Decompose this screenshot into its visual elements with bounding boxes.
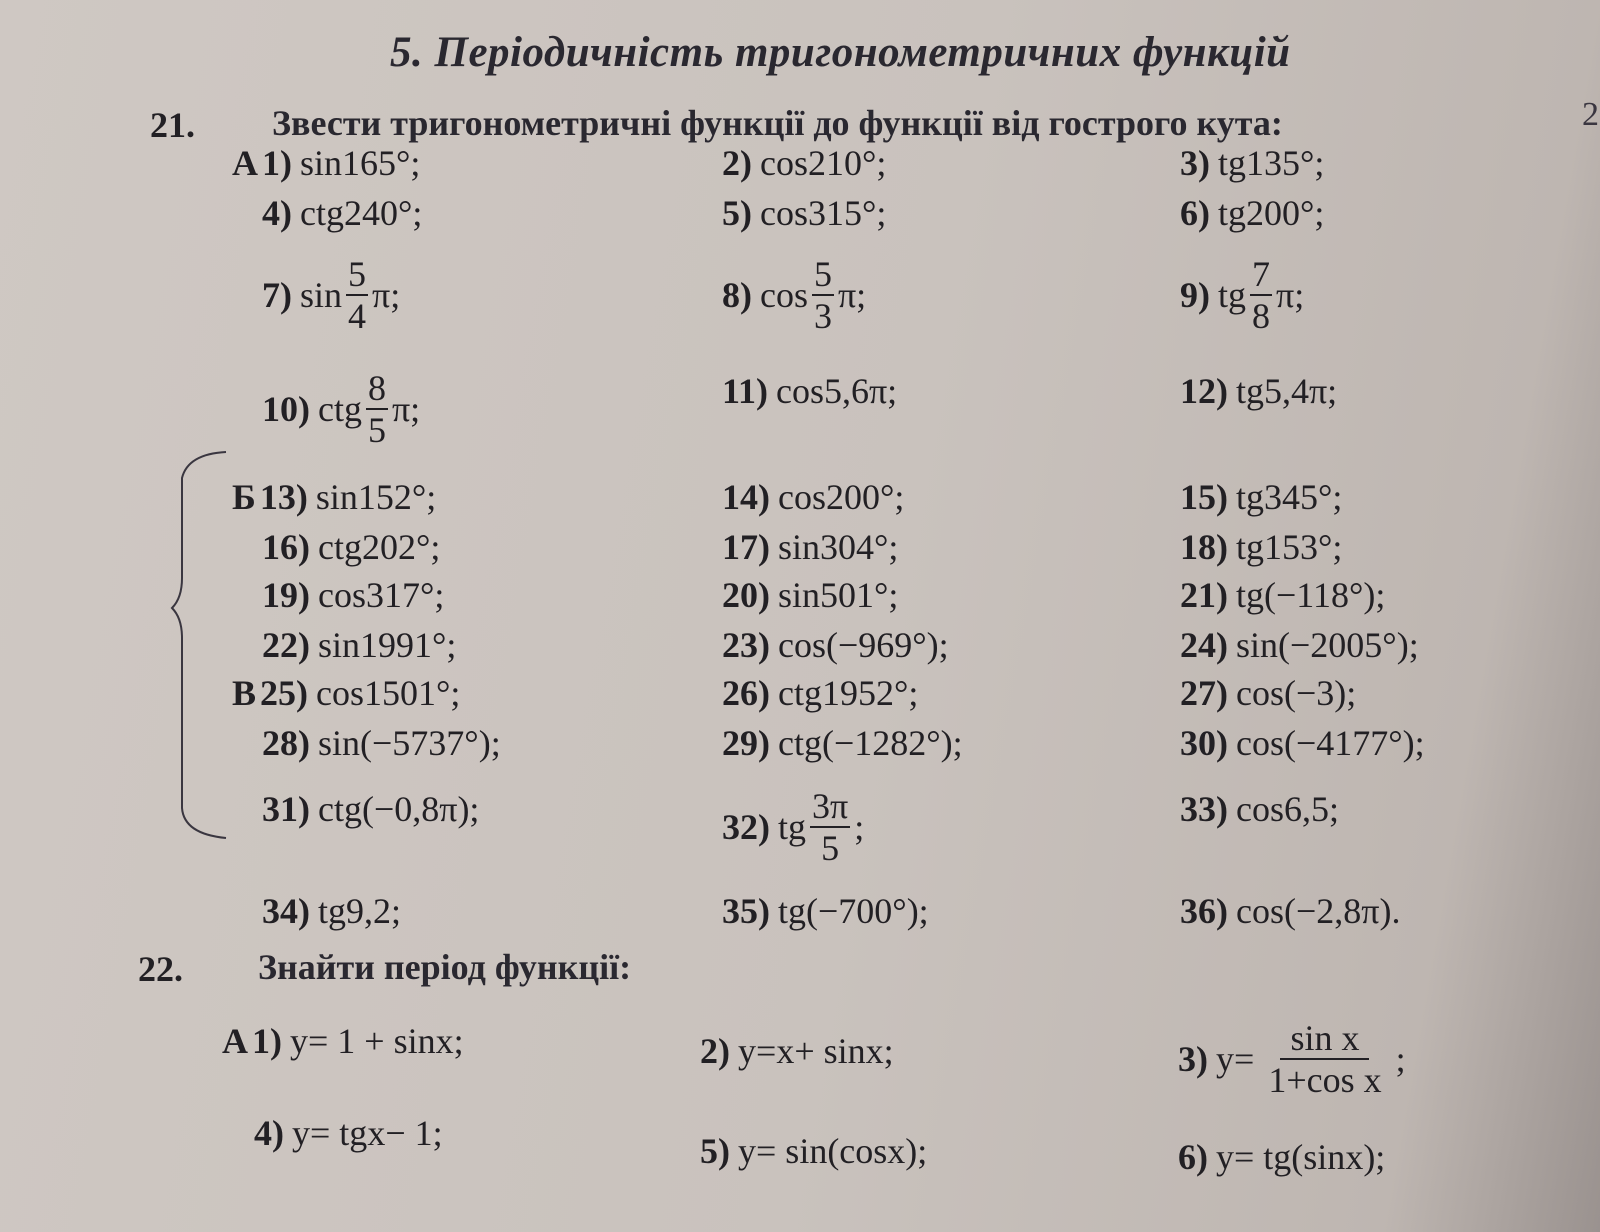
expression-part: + sin <box>794 1031 866 1071</box>
argument-fraction <box>810 788 850 866</box>
exercise-number: 18) <box>1180 527 1228 567</box>
exercise-expression: sin(−2005°); <box>1236 625 1419 665</box>
exercise-expression: ctg(−1282°); <box>778 723 963 763</box>
exercise-expression: cos(−4177°); <box>1236 723 1425 763</box>
exercise-item <box>262 192 422 234</box>
exercise-item <box>700 1130 927 1172</box>
exercise-item <box>722 256 866 334</box>
exercise-number: 22) <box>262 625 310 665</box>
exercise-expression: cos315°; <box>760 193 887 233</box>
exercise-number: 15) <box>1180 477 1228 517</box>
exercise-item <box>1180 192 1324 234</box>
exercise-expression: sin501°; <box>778 575 899 615</box>
exercise-expression: sin(−5737°); <box>318 723 501 763</box>
exercise-number: 17) <box>722 527 770 567</box>
argument-numerator: 5 <box>348 254 367 294</box>
exercise-item <box>262 526 440 568</box>
expression-tail: ; <box>854 807 865 847</box>
exercise-number: 24) <box>1180 625 1228 665</box>
variable-x: x <box>865 1031 884 1071</box>
exercise-item <box>262 722 501 764</box>
exercise-number: 12) <box>1180 371 1228 411</box>
variable-y: y <box>1216 1137 1234 1177</box>
exercise-item <box>722 526 898 568</box>
exercise-number: 2) <box>700 1031 730 1071</box>
exercise-expression: tg200°; <box>1218 193 1325 233</box>
exercise-number: 27) <box>1180 673 1228 713</box>
exercise-number: 34) <box>262 891 310 931</box>
function-name: tg <box>1218 275 1247 315</box>
function-name: ctg <box>318 389 362 429</box>
expression-part: = 1 + sin <box>308 1021 436 1061</box>
exercise-number: 19) <box>262 575 310 615</box>
exercise-item <box>722 476 904 518</box>
exercise-item <box>1180 476 1342 518</box>
argument-fraction <box>366 370 388 448</box>
task-21-number: 21. <box>150 105 195 145</box>
exercise-number: 31) <box>262 789 310 829</box>
exercise-number: 4) <box>262 193 292 233</box>
exercise-number: 1) <box>262 143 292 183</box>
exercise-number: 6) <box>1178 1137 1208 1177</box>
exercise-number: 9) <box>1180 275 1210 315</box>
task-22-number: 22. <box>138 949 183 989</box>
exercise-expression: sin304°; <box>778 527 899 567</box>
exercise-item <box>232 672 460 714</box>
exercise-item <box>232 476 436 518</box>
exercise-number: 26) <box>722 673 770 713</box>
expression-tail: π; <box>838 275 867 315</box>
argument-denominator: 5 <box>821 828 840 868</box>
expression-tail: ; <box>883 1031 894 1071</box>
variable-x: x <box>435 1021 454 1061</box>
exercise-item <box>1180 890 1400 932</box>
exercise-expression: tg153°; <box>1236 527 1343 567</box>
exercise-number: 21) <box>1180 575 1228 615</box>
function-fraction-denominator: 1+cos x <box>1268 1060 1382 1100</box>
exercise-expression: cos(−969°); <box>778 625 949 665</box>
exercise-expression: cos210°; <box>760 143 887 183</box>
function-fraction-fraction <box>1258 1020 1391 1098</box>
exercise-expression: cos1501°; <box>316 673 461 713</box>
exercise-item <box>722 722 963 764</box>
exercise-number: 36) <box>1180 891 1228 931</box>
section-title: 5. Періодичність тригонометричних функцій <box>390 29 1291 76</box>
exercise-expression: cos6,5; <box>1236 789 1339 829</box>
exercise-item <box>1180 722 1425 764</box>
argument-fraction <box>1250 256 1272 334</box>
argument-numerator: 3π <box>812 786 849 826</box>
exercise-number: 33) <box>1180 789 1228 829</box>
exercise-item <box>1180 672 1356 714</box>
exercise-item <box>262 788 479 830</box>
exercise-number: 30) <box>1180 723 1228 763</box>
group-bracket <box>168 448 228 848</box>
variable-x: x <box>1345 1137 1364 1177</box>
exercise-item <box>262 370 420 448</box>
exercise-number: 6) <box>1180 193 1210 233</box>
expression-part: = <box>1234 1039 1255 1079</box>
argument-denominator: 3 <box>814 296 832 336</box>
exercise-item <box>722 370 897 412</box>
variable-y: y <box>292 1113 310 1153</box>
argument-denominator: 5 <box>367 410 386 450</box>
argument-denominator: 8 <box>1252 296 1271 336</box>
exercise-number: 25) <box>260 673 309 713</box>
exercise-expression: sin1991°; <box>318 625 457 665</box>
task-21-instruction: Звести тригонометричні функції до функції від гострого кута: <box>272 103 1283 143</box>
variable-y: y <box>290 1021 308 1061</box>
argument-numerator: 5 <box>814 254 832 294</box>
exercise-number: 5) <box>722 193 752 233</box>
expression-tail: ; <box>453 1021 464 1061</box>
exercise-number: 32) <box>722 807 770 847</box>
exercise-item <box>254 1112 443 1154</box>
exercise-number: 1) <box>252 1021 282 1061</box>
exercise-number: 3) <box>1180 143 1210 183</box>
exercise-expression: tg135°; <box>1218 143 1325 183</box>
expression-part: = tg <box>310 1113 368 1153</box>
exercise-number: 28) <box>262 723 310 763</box>
expression-tail: − 1; <box>385 1113 443 1153</box>
exercise-number: 13) <box>259 477 308 517</box>
level-label: В <box>232 673 257 713</box>
exercise-item <box>1180 142 1324 184</box>
exercise-item <box>1180 256 1304 334</box>
exercise-number: 3) <box>1178 1039 1208 1079</box>
page-margin-number: 2 <box>1582 96 1599 133</box>
exercise-number: 8) <box>722 275 752 315</box>
exercise-item <box>722 192 886 234</box>
exercise-expression: cos5,6π; <box>776 371 898 411</box>
expression-tail: π; <box>372 275 401 315</box>
level-label: А <box>232 143 258 183</box>
exercise-item <box>1180 788 1339 830</box>
exercise-item <box>700 1030 894 1072</box>
exercise-expression: tg(−700°); <box>778 891 929 931</box>
exercise-expression: ctg1952°; <box>778 673 919 713</box>
variable-y: y <box>738 1031 756 1071</box>
exercise-expression: tg5,4π; <box>1236 371 1338 411</box>
exercise-item <box>722 574 898 616</box>
exercise-number: 2) <box>722 143 752 183</box>
exercise-expression: ctg240°; <box>300 193 423 233</box>
exercise-item <box>1180 624 1419 666</box>
variable-x: x <box>776 1031 795 1071</box>
exercise-number: 4) <box>254 1113 284 1153</box>
exercise-item <box>1180 370 1337 412</box>
exercise-expression: ctg(−0,8π); <box>318 789 480 829</box>
exercise-number: 11) <box>722 371 769 411</box>
level-label: Б <box>232 477 256 517</box>
exercise-item <box>722 624 949 666</box>
argument-fraction <box>346 256 368 334</box>
exercise-item <box>1178 1136 1385 1178</box>
exercise-expression: cos317°; <box>318 575 445 615</box>
expression-part: = tg(sin <box>1234 1137 1346 1177</box>
exercise-expression: tg345°; <box>1236 477 1343 517</box>
exercise-number: 5) <box>700 1131 730 1171</box>
exercise-expression: cos(−2,8π). <box>1236 891 1401 931</box>
function-name: sin <box>300 275 343 315</box>
expression-tail: ; <box>1395 1039 1406 1079</box>
exercise-expression: cos200°; <box>778 477 905 517</box>
expression-part: = sin(cos <box>756 1131 888 1171</box>
exercise-number: 14) <box>722 477 770 517</box>
exercise-number: 10) <box>262 389 310 429</box>
exercise-item <box>1180 574 1385 616</box>
level-label: А <box>222 1021 248 1061</box>
expression-tail: ); <box>905 1131 928 1171</box>
exercise-expression: sin165°; <box>300 143 421 183</box>
exercise-number: 29) <box>722 723 770 763</box>
exercise-item <box>722 788 864 866</box>
expression-part: = <box>756 1031 777 1071</box>
exercise-item <box>262 256 400 334</box>
exercise-expression: cos(−3); <box>1236 673 1357 713</box>
function-name: tg <box>778 807 807 847</box>
exercise-item <box>232 142 420 184</box>
exercise-item <box>1180 526 1342 568</box>
exercise-number: 7) <box>262 275 292 315</box>
exercise-number: 23) <box>722 625 770 665</box>
exercise-item <box>262 890 401 932</box>
argument-fraction <box>812 256 834 334</box>
variable-x: x <box>887 1131 906 1171</box>
exercise-expression: sin152°; <box>315 477 437 517</box>
variable-y: y <box>738 1131 756 1171</box>
variable-y: y <box>1216 1039 1234 1079</box>
exercise-item <box>722 142 886 184</box>
exercise-item <box>222 1020 464 1062</box>
exercise-item <box>262 574 444 616</box>
exercise-number: 20) <box>722 575 770 615</box>
exercise-number: 35) <box>722 891 770 931</box>
exercise-item <box>262 624 456 666</box>
argument-numerator: 8 <box>367 368 386 408</box>
function-name: cos <box>760 275 808 315</box>
argument-denominator: 4 <box>348 296 367 336</box>
exercise-number: 16) <box>262 527 310 567</box>
exercise-item <box>722 890 929 932</box>
function-fraction-numerator: sin x <box>1280 1020 1369 1060</box>
expression-tail: π; <box>391 389 421 429</box>
variable-x: x <box>367 1113 386 1153</box>
exercise-expression: ctg202°; <box>318 527 441 567</box>
exercise-expression: tg9,2; <box>318 891 402 931</box>
exercise-expression: tg(−118°); <box>1236 575 1386 615</box>
expression-tail: ); <box>1363 1137 1386 1177</box>
expression-tail: π; <box>1276 275 1305 315</box>
task-22-instruction: Знайти період функції: <box>258 947 632 987</box>
argument-numerator: 7 <box>1252 254 1271 294</box>
exercise-item <box>722 672 918 714</box>
exercise-item <box>1178 1020 1406 1098</box>
